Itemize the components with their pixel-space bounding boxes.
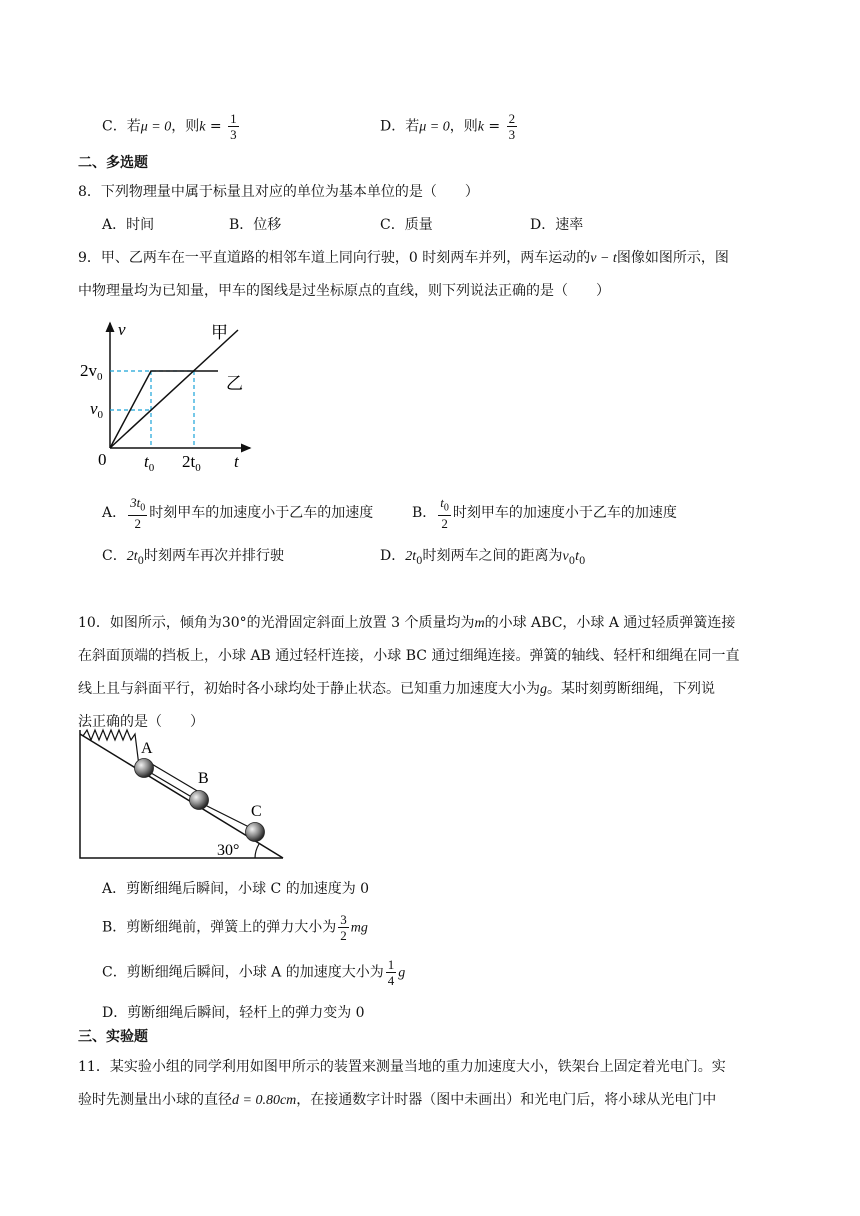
q7-option-d[interactable]: D．若μ = 0，则k = $\frac{2}{3}$ xyxy=(380,111,516,142)
ball-c xyxy=(246,823,265,842)
ball-b xyxy=(190,791,209,810)
tick-v0: $v_0$ xyxy=(90,399,104,421)
q10-stem-line3: 线上且与斜面平行，初始时各小球均处于静止状态。已知重力加速度大小为g。某时刻剪断细绳，下列说 xyxy=(78,681,715,697)
q9-option-b[interactable]: B． $\frac{t_0}{2}$ 时刻甲车的加速度小于乙车的加速度 xyxy=(412,495,677,531)
rope-bc xyxy=(201,803,253,829)
q9-option-a[interactable]: A． $\frac{3t_0}{2}$ 时刻甲车的加速度小于乙车的加速度 xyxy=(102,495,374,531)
q9-option-c[interactable]: C．$2t_0$时刻两车再次并排行驶 xyxy=(102,548,284,567)
label-ball-c: C xyxy=(251,803,262,820)
x-axis-label: t xyxy=(234,452,239,471)
fraction: $\frac{3}{2}$ xyxy=(340,912,347,943)
origin-label: 0 xyxy=(98,450,107,469)
tick-t0: $t_0$ xyxy=(144,452,155,474)
q9-stem-line2: 中物理量均为已知量，甲车的图线是过坐标原点的直线，则下列说法正确的是（ ） xyxy=(78,283,610,299)
label-ball-a: A xyxy=(141,740,153,757)
section-heading-experiment: 三、实验题 xyxy=(78,1029,148,1045)
q9-vt-graph xyxy=(78,315,258,475)
label-jia: 甲 xyxy=(211,323,228,342)
label-yi: 乙 xyxy=(226,374,243,393)
fraction: $\frac{t_0}{2}$ xyxy=(440,495,449,531)
q10-option-a[interactable]: A．剪断细绳后瞬间，小球 C 的加速度为 0 xyxy=(102,881,370,897)
q7-option-c[interactable]: C．若μ = 0，则k = $\frac{1}{3}$ xyxy=(102,111,237,142)
ball-a xyxy=(135,759,154,778)
q10-stem-line4: 法正确的是（ ） xyxy=(78,714,204,730)
q9-stem-line1: 9．甲、乙两车在一平直道路的相邻车道上同向行驶，0 时刻两车并列，两车运动的v − t图像如图所示，图 xyxy=(78,250,729,266)
q8-option-c[interactable]: C．质量 xyxy=(380,217,433,233)
tick-2t0: $2t_0$ xyxy=(182,452,201,474)
q11-stem-line1: 11．某实验小组的同学利用如图甲所示的装置来测量当地的重力加速度大小，铁架台上固定着光电门。实 xyxy=(78,1059,726,1075)
line-jia xyxy=(110,330,238,448)
q9-option-d[interactable]: D．$2t_0$时刻两车之间的距离为$v_0t_0$ xyxy=(380,548,586,567)
fraction: $\frac{1}{3}$ xyxy=(230,111,237,142)
q8-stem: 8．下列物理量中属于标量且对应的单位为基本单位的是（ ） xyxy=(78,184,479,200)
fraction: $\frac{1}{4}$ xyxy=(387,957,395,988)
fraction: $\frac{3t_0}{2}$ xyxy=(130,495,146,531)
q8-option-d[interactable]: D．速率 xyxy=(530,217,584,233)
fraction: $\frac{2}{3}$ xyxy=(508,111,516,142)
q10-option-d[interactable]: D．剪断细绳后瞬间，轻杆上的弹力变为 0 xyxy=(102,1005,365,1021)
angle-arc xyxy=(255,844,259,858)
y-axis-label: v xyxy=(118,320,126,339)
q10-option-b[interactable]: B．剪断细绳前，弹簧上的弹力大小为 $\frac{3}{2}$ mg xyxy=(102,912,368,943)
tick-2v0: $2v_0$ xyxy=(80,361,103,383)
q10-option-c[interactable]: C．剪断细绳后瞬间，小球 A 的加速度大小为 $\frac{1}{4}$ g xyxy=(102,957,406,988)
q10-stem-line2: 在斜面顶端的挡板上，小球 AB 通过轻杆连接，小球 BC 通过细绳连接。弹簧的轴线、轻杆和细绳在同一直 xyxy=(78,648,740,664)
label-angle: 30° xyxy=(217,842,240,859)
q8-option-b[interactable]: B．位移 xyxy=(229,217,282,233)
q10-incline-figure xyxy=(75,725,290,865)
label-ball-b: B xyxy=(198,770,209,787)
q11-stem-line2: 验时先测量出小球的直径d = 0.80cm，在接通数字计时器（图中未画出）和光电门后，将小球从光电门中 xyxy=(78,1092,717,1108)
q8-option-a[interactable]: A．时间 xyxy=(102,217,155,233)
spring xyxy=(83,730,139,766)
q10-stem-line1: 10．如图所示，倾角为30°的光滑固定斜面上放置 3 个质量均为m的小球 ABC，小球 A 通过轻质弹簧连接 xyxy=(78,615,736,631)
section-heading-multiple-choice: 二、多选题 xyxy=(78,155,148,171)
